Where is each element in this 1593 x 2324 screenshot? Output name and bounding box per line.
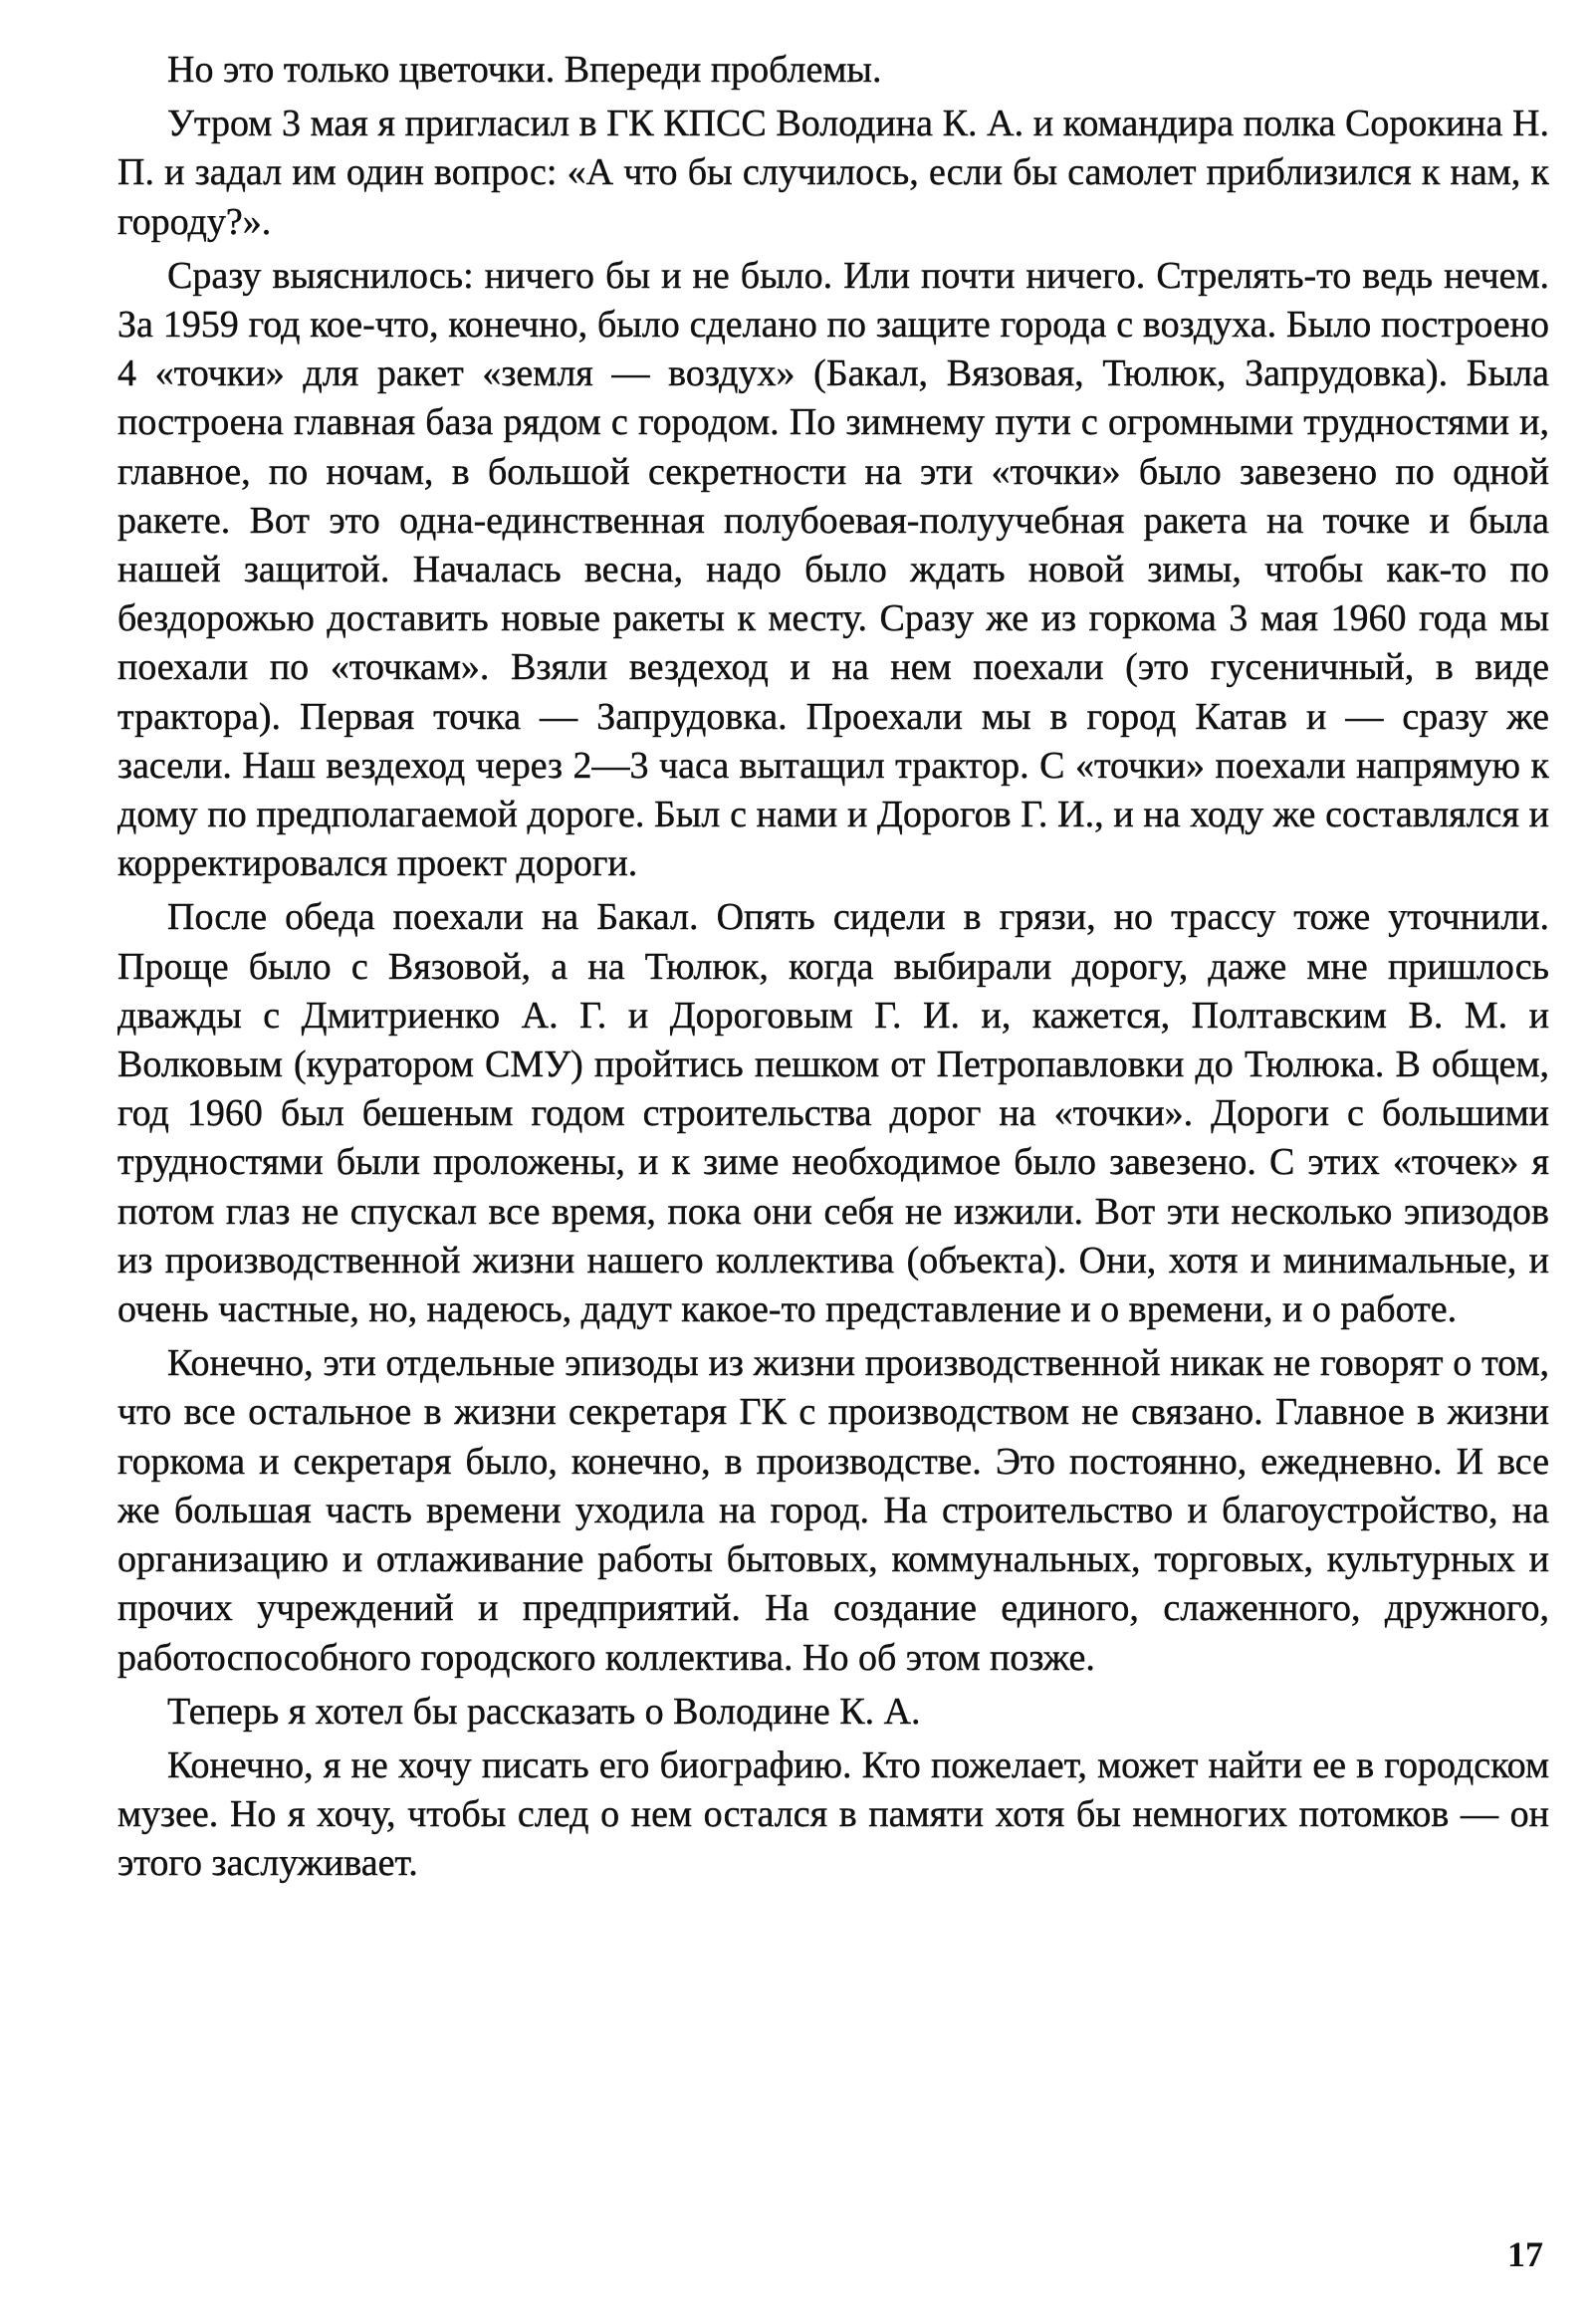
main-text — [117, 46, 1549, 1889]
paragraph-5: Конечно, эти отдельные эпизоды из жизни производственной никак не говорят о том, что все остальное в жизни секретаря ГК с производством не связано. Главное в жизни горкома и секретаря было, конечно, в производстве. Это постоянно, ежедневно. И все же большая часть времени уходила на город. На строительство и благоустройство, на организацию и отлаживание работы бытовых, коммунальных, торговых, культурных и прочих учреждений и предприятий. На создание единого, слаженного, дружного, работоспособного городского коллектива. Но об этом позже. — [117, 1342, 1549, 1679]
page-number: 17 — [1507, 2234, 1543, 2274]
paragraph-3: Сразу выяснилось: ничего бы и не было. Или почти ничего. Стрелять-то ведь нечем. За 1959 год кое-что, конечно, было сделано по защите города с воздуха. Было построено 4 «точки» для ракет «земля — воздух» (Бакал, Вязовая, Тюлюк, Запрудовка). Была построена главная база рядом с городом. По зимнему пути с огромными трудностями и, главное, по ночам, в большой секретности на эти «точки» было завезено по одной ракете. Вот это одна-единственная полубоевая-полуучебная ракета на точке и была нашей защитой. Началась весна, надо было ждать новой зимы, чтобы как-то по бездорожью доставить новые ракеты к месту. Сразу же из горкома 3 мая 1960 года мы поехали по «точкам». Взяли вездеход и на нем поехали (это гусеничный, в виде трактора). Первая точка — Запрудовка. Проехали мы в город Катав и — сразу же засели. Наш вездеход через 2—3 часа вытащил трактор. С «точки» поехали напрямую к дому по предполагаемой дороге. Был с нами и Дорогов Г. И., и на ходу же составлялся и корректировался проект дороги. — [117, 254, 1549, 885]
paragraph-7: Конечно, я не хочу писать его биографию. Кто пожелает, может найти ее в городском музее. Но я хочу, чтобы след о нем остался в памяти хотя бы немногих потомков — он этого заслуживает. — [117, 1743, 1549, 1885]
paragraph-6: Теперь я хотел бы рассказать о Володине К. А. — [167, 1690, 921, 1733]
paragraph-2: Утром 3 мая я пригласил в ГК КПСС Володина К. А. и командира полка Сорокина Н. П. и задал им один вопрос: «А что бы случилось, если бы самолет приблизился к нам, к городу?». — [117, 103, 1549, 243]
page-body — [117, 46, 1549, 2286]
paragraph-1: Но это только цветочки. Впереди проблемы. — [167, 49, 882, 91]
paragraph-4: После обеда поехали на Бакал. Опять сидели в грязи, но трассу тоже уточнили. Проще было с Вязовой, а на Тюлюк, когда выбирали дорогу, даже мне пришлось дважды с Дмитриенко А. Г. и Дороговым Г. И. и, кажется, Полтавским В. М. и Волковым (куратором СМУ) пройтись пешком от Петропавловки до Тюлюка. В общем, год 1960 был бешеным годом строительства дорог на «точки». Дороги с большими трудностями были проложены, и к зиме необходимое было завезено. С этих «точек» я потом глаз не спускал все время, пока они себя не изжили. Вот эти несколько эпизодов из производственной жизни нашего коллектива (объекта). Они, хотя и минимальные, и очень частные, но, надеюсь, дадут какое-то представление и о времени, и о работе. — [117, 896, 1549, 1331]
